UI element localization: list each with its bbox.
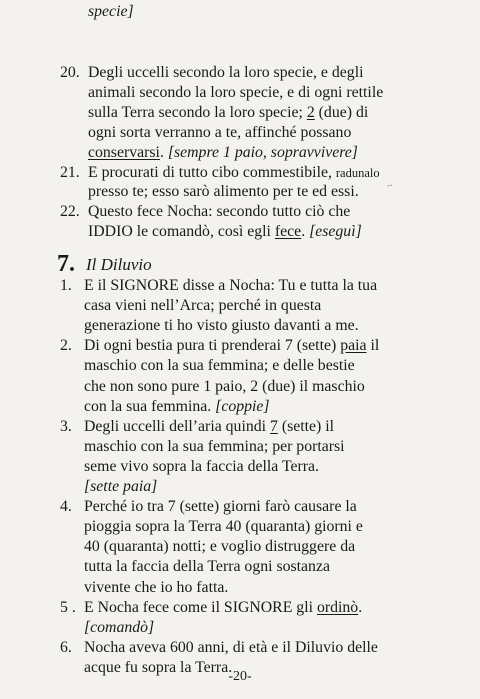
verse-line xyxy=(84,537,355,557)
verse-text: . xyxy=(358,598,363,616)
verse-number: 22. xyxy=(60,203,80,221)
verse-text: Degli uccelli secondo la loro specie, e degli xyxy=(88,64,364,81)
page-number: -20- xyxy=(228,669,252,684)
verse-line xyxy=(84,397,270,417)
verse-line xyxy=(88,202,350,222)
verse-text: Di ogni bestia pura ti prenderai 7 (sette) xyxy=(84,337,341,355)
verse-text: 7 xyxy=(269,417,278,435)
verse-line xyxy=(88,143,358,163)
verse-text: il xyxy=(366,337,380,355)
verse-text: tutta la faccia della Terra ogni sostanza xyxy=(84,558,330,576)
verse-line xyxy=(84,316,359,336)
verse-text: con la sua femmina. xyxy=(84,397,216,415)
verse-text: maschio con la sua femmina; per portarsi xyxy=(84,437,345,455)
verse-number: 6. xyxy=(60,638,72,656)
verse-text: animali secondo la loro specie, e di ogni rettile xyxy=(88,83,384,101)
verse-text: generazione ti ho visto giusto davanti a me. xyxy=(84,317,359,335)
verse-text: IDDIO le comandò, così egli xyxy=(88,223,275,241)
verse-text: che non sono pure 1 paio, 2 (due) il maschio xyxy=(84,377,365,395)
verse-text: acque fu sopra la Terra. xyxy=(84,658,233,676)
verse-line xyxy=(84,377,365,397)
verse-line xyxy=(84,638,378,658)
verse-text: (sette) il xyxy=(277,417,335,435)
verse-number: 4. xyxy=(60,498,72,516)
verse-text: fece xyxy=(274,223,302,241)
verse-text: (due) di xyxy=(314,103,369,121)
verse-text: E Nocha fece come il SIGNORE gli xyxy=(84,598,317,616)
verse-number: 20. xyxy=(60,64,80,81)
verse-text: [sette paia] xyxy=(84,478,158,495)
verse-text: radunalo xyxy=(335,165,380,180)
verse-line xyxy=(84,477,157,497)
verse-text: . xyxy=(301,223,310,241)
verse-line xyxy=(84,618,154,638)
verse-text: 2 xyxy=(306,103,315,121)
verse-number: 1. xyxy=(60,277,72,294)
verse-line xyxy=(84,356,355,376)
verse-text: E procurati di tutto cibo commestibile, xyxy=(88,163,336,181)
verse-number: 5 . xyxy=(60,598,76,616)
verse-line xyxy=(88,163,380,183)
verse-text: Perché io tra 7 (sette) giorni farò causare la xyxy=(84,498,357,516)
verse-line xyxy=(88,182,359,202)
verse-text: [eseguì] xyxy=(309,223,362,241)
verse-text: ogni sorta verranno a te, affinché possano xyxy=(88,123,352,141)
verse-text: paia xyxy=(340,337,367,355)
verse-text: ordinò xyxy=(316,598,359,616)
continuation-text: specie] xyxy=(88,3,134,20)
verse-text: [sempre 1 paio, sopravvivere] xyxy=(167,143,358,161)
verse-text: casa vieni nell’Arca; perché in questa xyxy=(84,297,322,315)
verse-text: sulla Terra secondo la loro specie; xyxy=(88,103,307,121)
verse-text: Nocha aveva 600 anni, di età e il Diluvio delle xyxy=(84,638,378,656)
verse-line xyxy=(84,417,334,437)
verse-line xyxy=(88,83,383,103)
verse-line xyxy=(84,497,357,517)
verse-text: conservarsi xyxy=(88,143,160,161)
verse-text: pioggia sopra la Terra 40 (quaranta) giorni e xyxy=(84,518,363,536)
verse-text: seme vivo sopra la faccia della Terra. xyxy=(84,457,320,475)
verse-line xyxy=(84,296,321,316)
verse-line xyxy=(84,517,363,537)
verse-text: 40 (quaranta) notti; e voglio distruggere da xyxy=(84,538,356,556)
verse-line xyxy=(84,437,345,457)
verse-text: Degli uccelli dell’aria quindi xyxy=(84,417,270,435)
verse-text: presso te; esso sarò alimento per te ed essi. xyxy=(88,183,359,201)
verse-text: vivente che io ho fatta. xyxy=(84,578,229,596)
verse-line xyxy=(84,578,228,598)
verse-line xyxy=(84,336,379,356)
verse-line xyxy=(84,598,362,618)
verse-number: 3. xyxy=(60,417,72,435)
chapter-number: 7. xyxy=(57,251,75,277)
verse-line xyxy=(88,63,363,83)
verse-line xyxy=(88,123,351,143)
verse-text: Questo fece Nocha: secondo tutto ciò che xyxy=(88,203,351,221)
scan-mark: ~ xyxy=(385,179,395,193)
verse-line xyxy=(88,222,362,242)
verse-line xyxy=(84,457,319,477)
verse-number: 2. xyxy=(60,337,72,355)
verse-text: . xyxy=(159,143,168,161)
verse-line xyxy=(84,557,330,577)
verse-text: maschio con la sua femmina; e delle bestie xyxy=(84,357,355,375)
chapter-title: Il Diluvio xyxy=(86,255,152,274)
verse-number: 21. xyxy=(60,163,80,181)
verse-text: [comandò] xyxy=(84,618,155,636)
verse-text: [coppie] xyxy=(215,397,270,415)
verse-line xyxy=(88,103,368,123)
verse-line xyxy=(84,276,377,296)
verse-text: E il SIGNORE disse a Nocha: Tu e tutta la tua xyxy=(84,277,378,294)
